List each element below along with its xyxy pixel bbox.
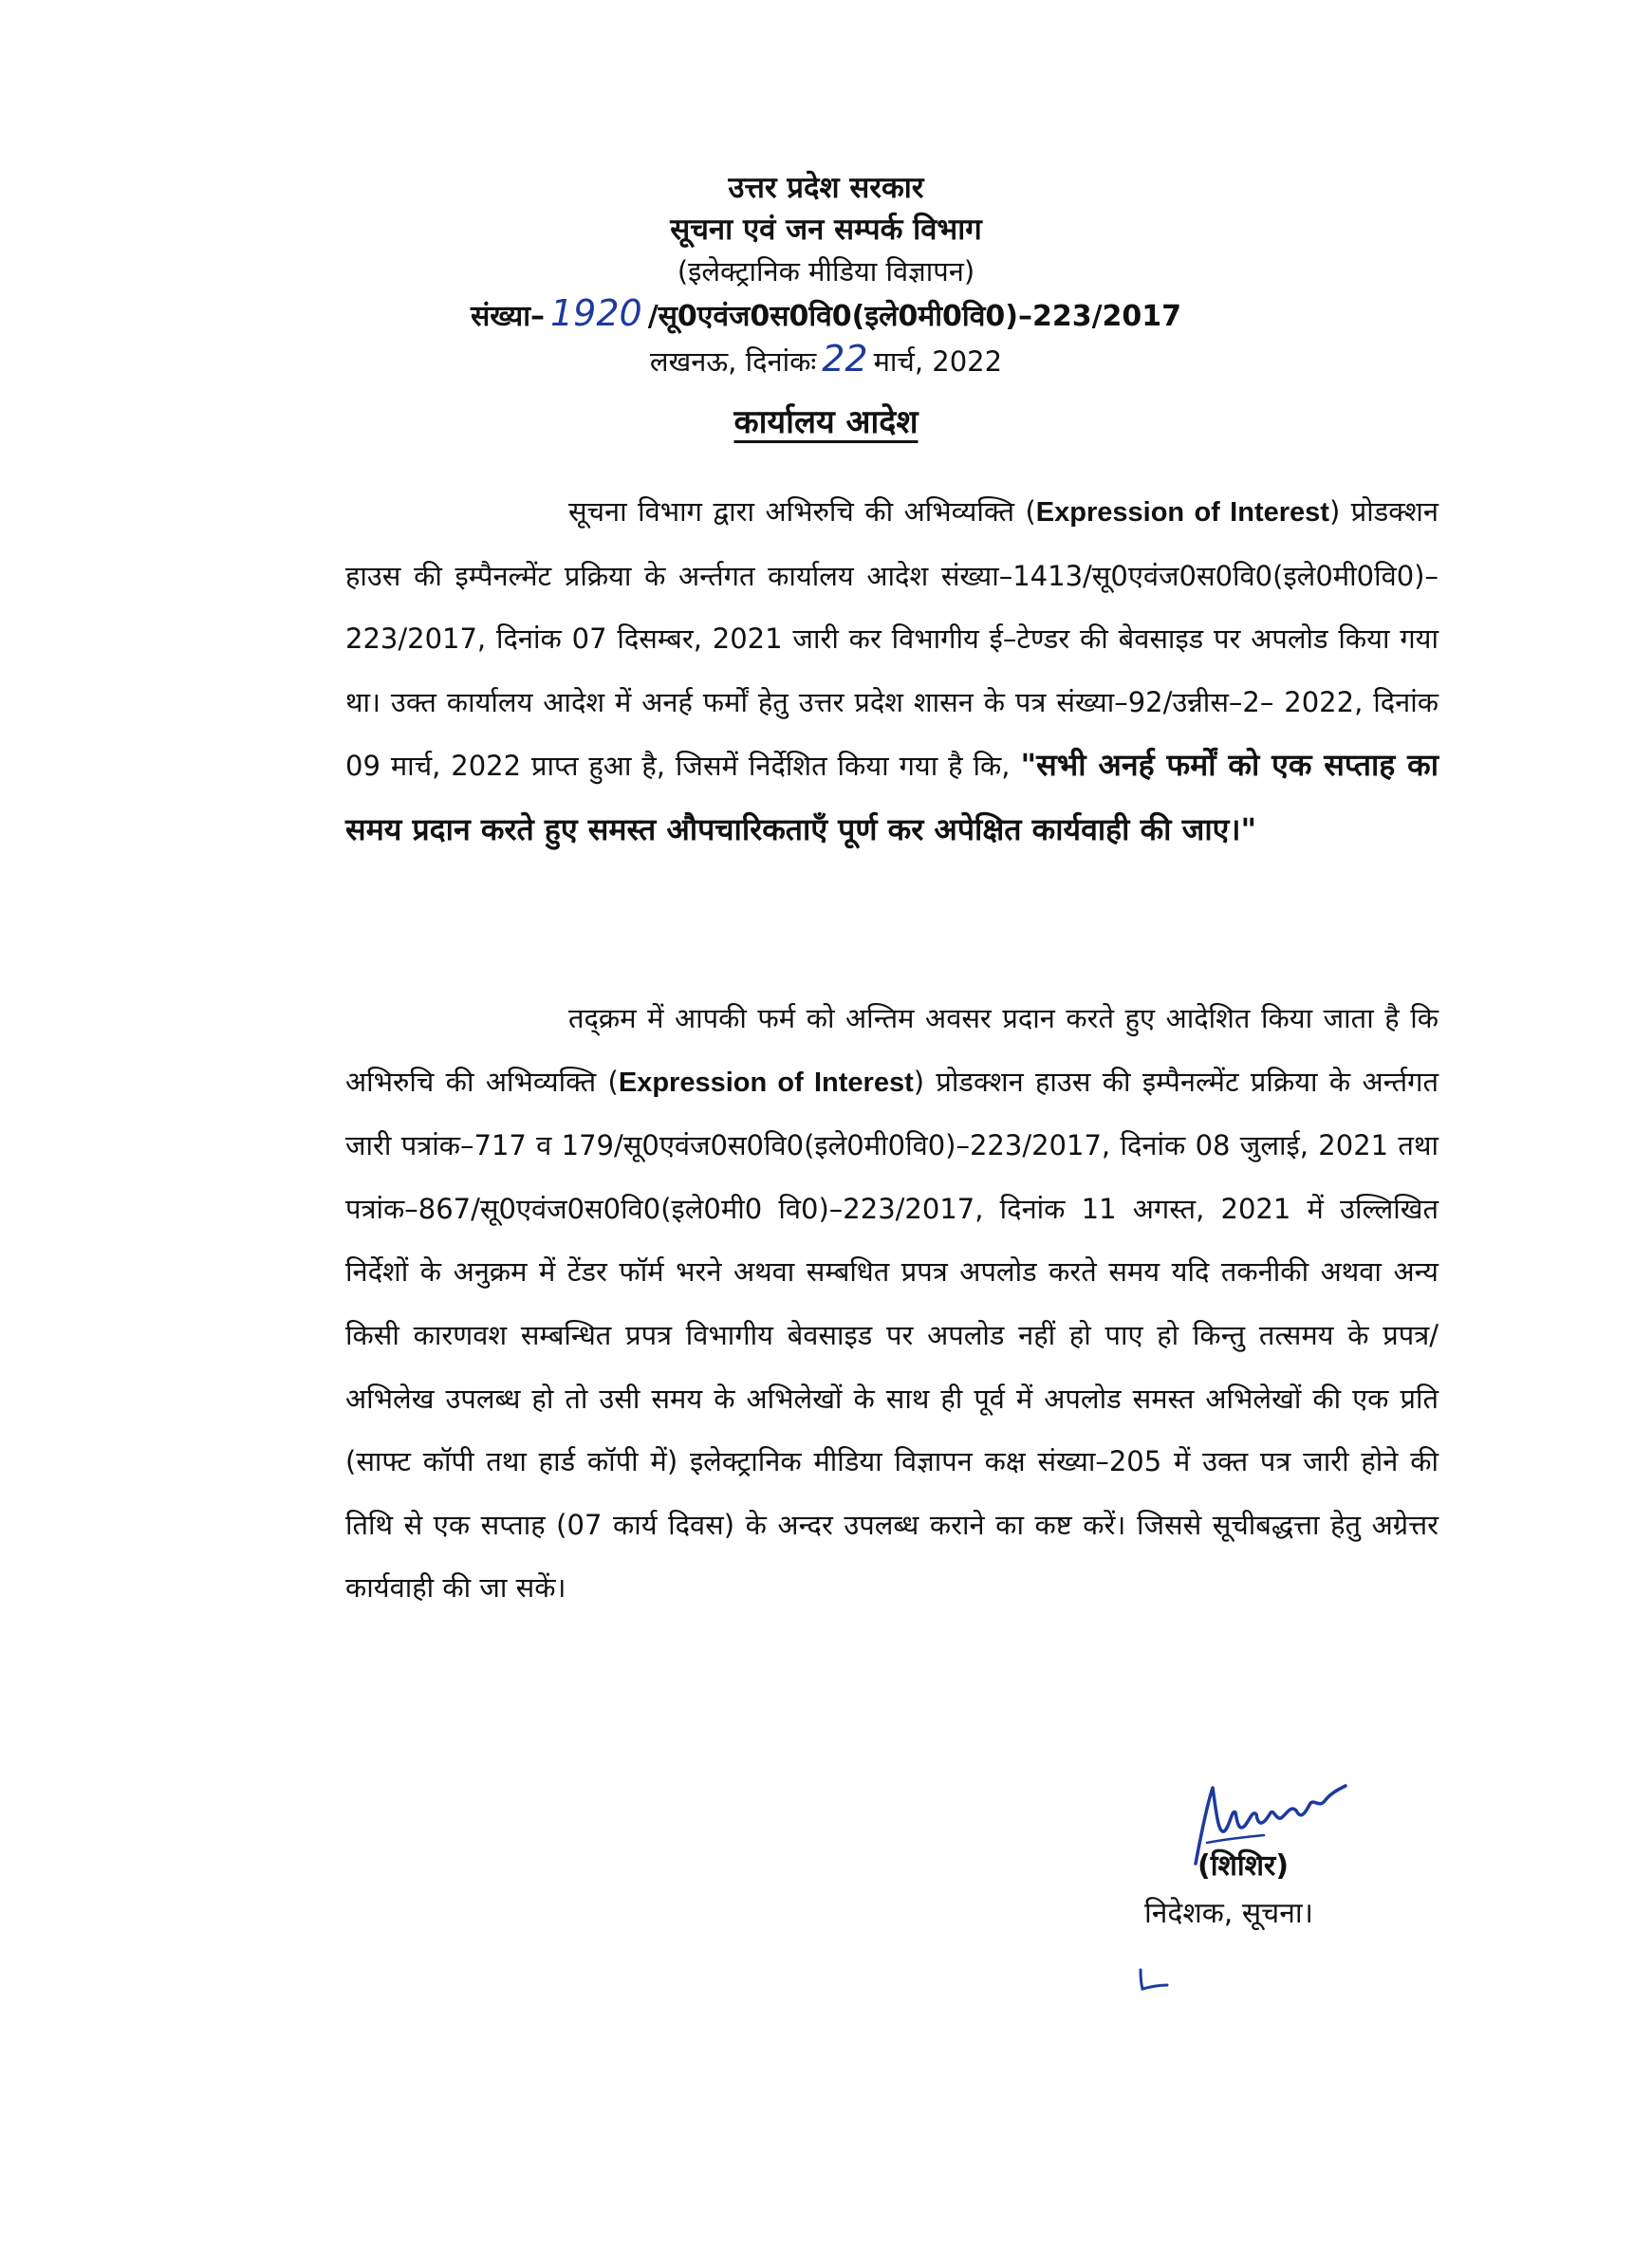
paragraph-1-quoted-directive: "सभी अनर्ह फर्मों को एक सप्ताह का समय प्रदान करते हुए समस्त औपचारिकताएँ पूर्ण कर अपेक्षित कार्यवाही की जाए।" (345, 747, 1439, 847)
order-title: कार्यालय आदेश (733, 403, 919, 441)
government-name: उत्तर प्रदेश सरकार (728, 171, 924, 205)
paragraph-2 (345, 987, 1439, 1620)
date-prefix: लखनऊ, दिनांकः (649, 345, 817, 378)
department-name: सूचना एवं जन सम्पर्क विभाग (670, 213, 982, 247)
paragraph-1-text-b: ) प्रोडक्शन हाउस की इम्पैनल्मेंट प्रक्रिया के अर्न्तगत कार्यालय आदेश संख्या–1413/सू0एवंज0स0वि0(इले0मी0वि0)–223/2017, दिनांक 07 दिसम्बर, 2021 जारी कर विभागीय ई–टेण्डर की बेवसाइड पर अपलोड किया गया था। उक्त कार्यालय आदेश में अनर्ह फर्मों हेतु उत्तर प्रदेश शासन के पत्र संख्या–92/उन्नीस–2– 2022, दिनांक 09 मार्च, 2022 प्राप्त हुआ है, जिसमें निर्देशित किया गया है कि, (345, 495, 1439, 783)
tick-mark-icon (1135, 1966, 1173, 1995)
reference-prefix: संख्या– (470, 300, 545, 333)
letterhead (0, 167, 1652, 382)
section-name: (इलेक्ट्रानिक मीडिया विज्ञापन) (677, 255, 975, 288)
date-suffix: मार्च, 2022 (873, 345, 1003, 378)
paragraph-2-text-a: तद्क्रम में आपकी फर्म को अन्तिम अवसर प्रदान करते हुए आदेशित किया जाता है कि अभिरुचि की अभिव्यक्ति ( (345, 1002, 1439, 1098)
paragraph-1-text-a: सूचना विभाग द्वारा अभिरुचि की अभिव्यक्ति ( (568, 495, 1036, 528)
paragraph-1-english-term: Expression of Interest (1035, 497, 1329, 528)
handwritten-date-day: 22 (822, 338, 868, 380)
paragraph-2-english-term: Expression of Interest (618, 1067, 914, 1098)
reference-suffix: /सू0एवंज0स0वि0(इले0मी0वि0)–223/2017 (647, 300, 1182, 333)
signatory-designation: निदेशक, सूचना। (1144, 1897, 1313, 1930)
reference-number (0, 292, 1652, 338)
signatory-name: (शिशिर) (1197, 1849, 1290, 1883)
handwritten-reference-number: 1920 (549, 292, 642, 334)
paragraph-2-text-b: ) प्रोडक्शन हाउस की इम्पैनल्मेंट प्रक्रिया के अर्न्तगत जारी पत्रांक–717 व 179/सू0एवंज0स0वि0(इले0मी0वि0)–223/2017, दिनांक 08 जुलाई, 2021 तथा पत्रांक–867/सू0एवंज0स0वि0(इले0मी0 वि0)–223/2017, दिनांक 11 अगस्त, 2021 में उल्लिखित निर्देशों के अनुक्रम में टेंडर फॉर्म भरने अथवा सम्बधित प्रपत्र अपलोड करते समय यदि तकनीकी अथवा अन्य किसी कारणवश सम्बन्धित प्रपत्र विभागीय बेवसाइड पर अपलोड नहीं हो पाए हो किन्तु तत्समय के प्रपत्र/अभिलेख उपलब्ध हो तो उसी समय के अभिलेखों के साथ ही पूर्व में अपलोड समस्त अभिलेखों की एक प्रति (साफ्ट कॉपी तथा हार्ड कॉपी में) इलेक्ट्रानिक मीडिया विज्ञापन कक्ष संख्या–205 में उक्त पत्र जारी होने की तिथि से एक सप्ताह (07 कार्य दिवस) के अन्दर उपलब्ध कराने का कष्ट करें। जिससे सूचीबद्धत्ता हेतु अग्रेत्तर कार्यवाही की जा सकें। (345, 1065, 1439, 1605)
paragraph-1 (345, 480, 1439, 863)
issue-date (0, 338, 1652, 382)
